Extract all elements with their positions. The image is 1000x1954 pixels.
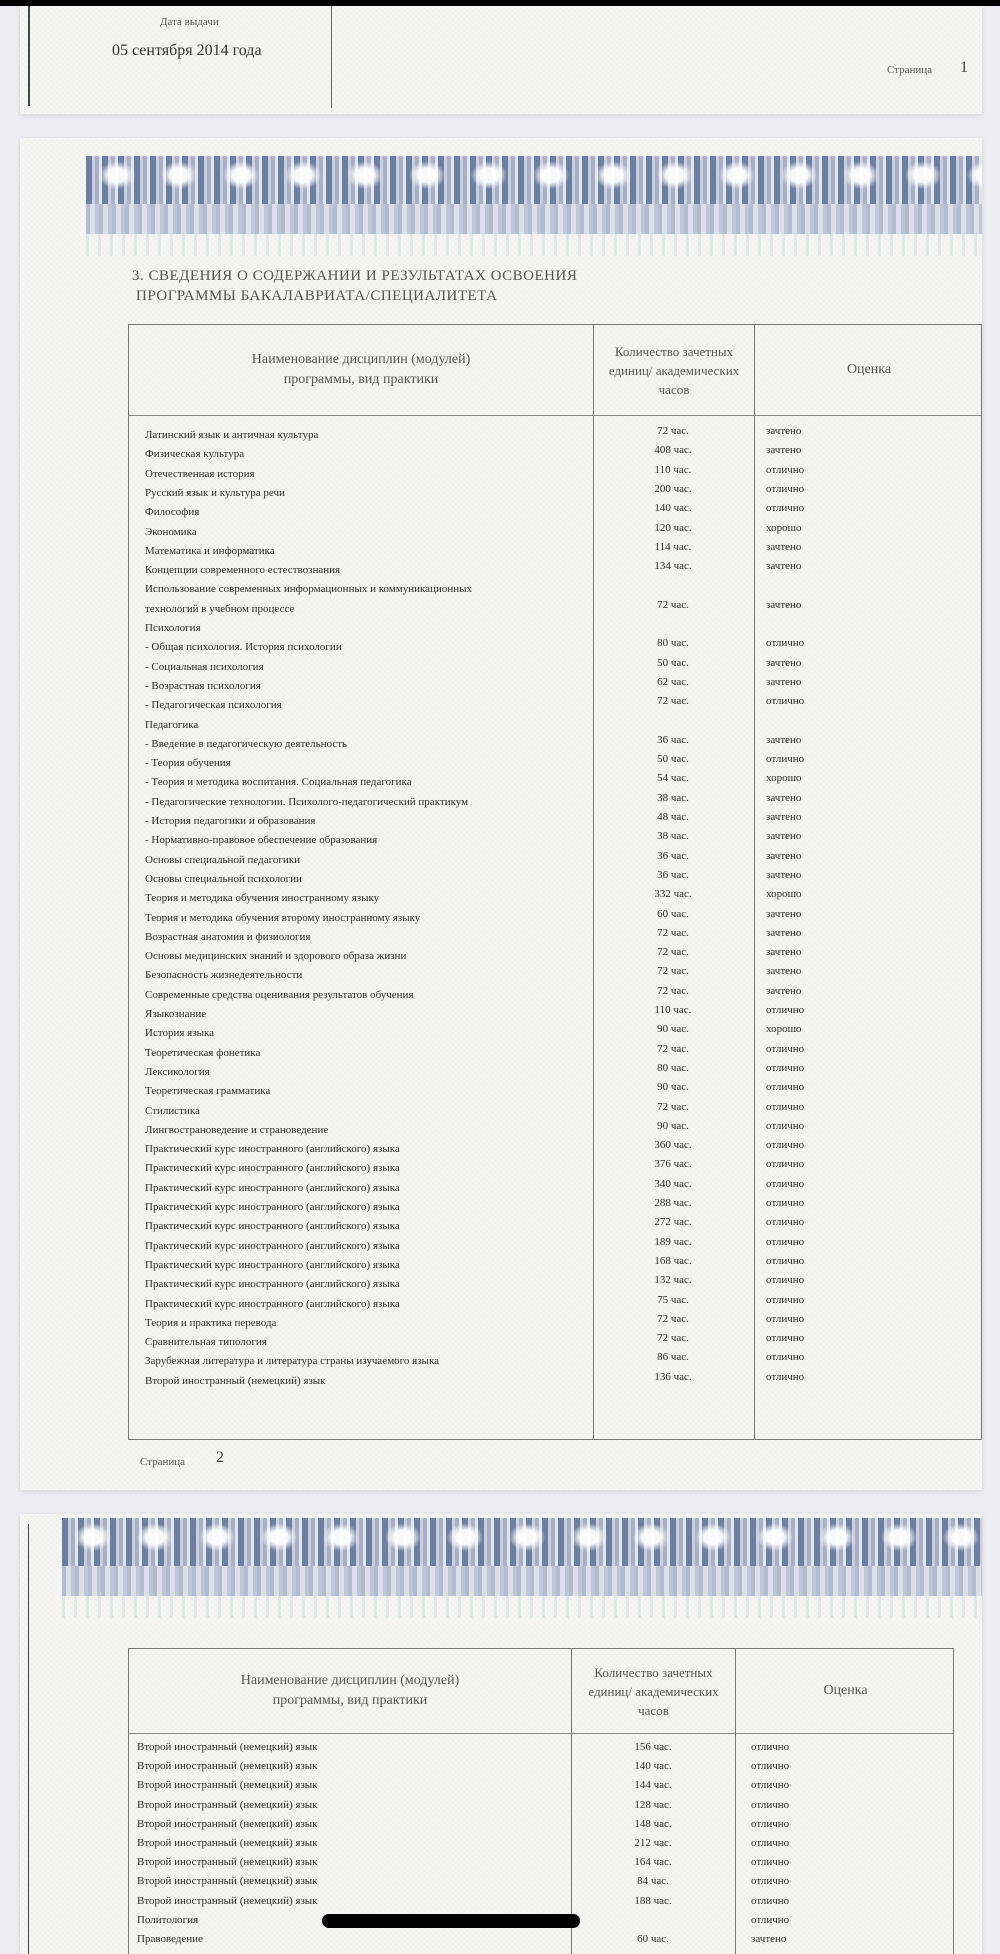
grade-value: зачтено xyxy=(766,965,802,978)
table-row xyxy=(129,522,981,541)
grade-value: отлично xyxy=(766,1042,805,1055)
hours-value: 38 час. xyxy=(657,830,689,843)
grade-value: зачтено xyxy=(766,791,802,804)
column-divider xyxy=(331,6,332,108)
hours-value: 72 час. xyxy=(657,926,689,939)
table-row xyxy=(129,715,981,734)
table-row xyxy=(129,1760,953,1779)
table-row xyxy=(129,1236,981,1255)
grade-value: отлично xyxy=(766,1235,805,1248)
table-row xyxy=(129,1120,981,1139)
grade-value: зачтено xyxy=(766,675,802,688)
grade-value: отлично xyxy=(766,1081,805,1094)
grade-value: хорошо xyxy=(766,772,802,785)
hours-value: 212 час. xyxy=(634,1837,672,1849)
page-edge-line xyxy=(28,1524,29,1954)
hours-value: 376 час. xyxy=(654,1158,692,1171)
hours-value: 72 час. xyxy=(657,1042,689,1055)
document-page-3 xyxy=(20,1514,982,1954)
discipline-name: Физическая культура xyxy=(145,448,245,461)
home-indicator[interactable] xyxy=(322,1914,580,1928)
discipline-name: Второй иностранный (немецкий) язык xyxy=(137,1837,318,1849)
discipline-name: Стилистика xyxy=(145,1104,200,1117)
discipline-name: Использование современных информационных и коммуникационных xyxy=(145,583,473,596)
table-row xyxy=(129,753,981,772)
discipline-name: Практический курс иностранного (английского) языка xyxy=(145,1258,400,1271)
document-page-1 xyxy=(20,6,982,114)
table-row xyxy=(129,1332,981,1351)
table-row xyxy=(129,1837,953,1856)
discipline-name: Практический курс иностранного (английского) языка xyxy=(145,1201,400,1213)
grade-value: зачтено xyxy=(766,733,802,746)
table-row xyxy=(129,1351,981,1370)
grade-value: зачтено xyxy=(766,830,802,843)
discipline-name: Экономика xyxy=(145,525,197,538)
table-row xyxy=(129,908,981,927)
grade-value: отлично xyxy=(751,1894,790,1907)
hours-value: 80 час. xyxy=(657,637,689,650)
grade-value: отлично xyxy=(766,753,805,766)
table-row xyxy=(129,1062,981,1081)
discipline-name: Практический курс иностранного (английского) языка xyxy=(145,1143,400,1156)
grade-value: отлично xyxy=(766,482,805,495)
discipline-name: Политология xyxy=(137,1913,199,1926)
grade-value: отлично xyxy=(766,1139,805,1152)
table-row xyxy=(129,1779,953,1798)
table-row xyxy=(129,483,981,502)
hours-value: 114 час. xyxy=(654,540,692,553)
grade-value: отлично xyxy=(766,463,805,476)
table-row xyxy=(129,599,981,618)
discipline-name: Теоретическая фонетика xyxy=(145,1046,261,1059)
hours-value: 134 час. xyxy=(654,560,692,573)
discipline-name: Возрастная анатомия и физиология xyxy=(145,930,311,943)
issue-date-label: Дата выдачи xyxy=(160,16,219,28)
ornamental-banner xyxy=(62,1518,982,1596)
header-discipline: Наименование дисциплин (модулей) программы, вид практики xyxy=(240,1673,460,1708)
discipline-name: Практический курс иностранного (английского) языка xyxy=(145,1220,400,1233)
section-title-line-1: 3. СВЕДЕНИЯ О СОДЕРЖАНИИ И РЕЗУЛЬТАТАХ ОСВОЕНИЯ xyxy=(132,268,578,284)
table-row xyxy=(129,985,981,1004)
grade-value: отлично xyxy=(751,1798,790,1811)
grade-value: зачтено xyxy=(766,656,802,669)
hours-value: 60 час. xyxy=(637,1933,669,1945)
hours-value: 48 час. xyxy=(657,811,689,823)
page-number: 2 xyxy=(216,1449,224,1466)
hours-value: 72 час. xyxy=(657,598,689,611)
hours-value: 36 час. xyxy=(657,733,689,746)
table-row xyxy=(129,1294,981,1313)
grade-value: отлично xyxy=(766,1177,805,1190)
table-row xyxy=(129,927,981,946)
discipline-name: Второй иностранный (немецкий) язык xyxy=(137,1760,318,1773)
document-page-2 xyxy=(20,138,982,1490)
discipline-name: - Социальная психология xyxy=(145,660,264,673)
hours-value: 189 час. xyxy=(654,1235,692,1248)
hours-value: 50 час. xyxy=(657,753,689,766)
hours-value: 75 час. xyxy=(657,1293,689,1306)
discipline-name: - Общая психология. История психологии xyxy=(145,641,342,654)
grade-value: отлично xyxy=(751,1837,790,1849)
issue-date: 05 сентября 2014 года xyxy=(112,42,262,59)
discipline-name: Второй иностранный (немецкий) язык xyxy=(137,1741,318,1753)
grade-value: хорошо xyxy=(766,521,802,534)
table-row xyxy=(129,1856,953,1875)
table-row xyxy=(129,869,981,888)
hours-value: 90 час. xyxy=(657,1023,689,1036)
discipline-name: - Нормативно-правовое обеспечение образования xyxy=(145,834,378,847)
ornamental-banner xyxy=(86,156,982,234)
grade-value: отлично xyxy=(766,1332,805,1345)
table-row xyxy=(129,541,981,560)
header-hours: Количество зачетных единиц/ академических часов xyxy=(608,343,740,397)
header-grade: Оценка xyxy=(846,362,892,377)
table-row xyxy=(129,1101,981,1120)
discipline-name: Основы медицинских знаний и здорового образа жизни xyxy=(145,950,407,963)
discipline-name: Педагогика xyxy=(145,718,199,731)
discipline-name: Латинский язык и античная культура xyxy=(145,429,319,441)
discipline-name: Лингвострановедение и страноведение xyxy=(145,1123,329,1136)
table-row xyxy=(129,1197,981,1216)
hours-value: 38 час. xyxy=(657,791,689,804)
hours-value: 110 час. xyxy=(654,1004,692,1016)
section-title xyxy=(132,266,577,306)
hours-value: 72 час. xyxy=(657,695,689,708)
ornamental-banner-fade xyxy=(86,234,982,256)
discipline-name: Практический курс иностранного (английского) языка xyxy=(145,1162,400,1175)
grade-value: хорошо xyxy=(766,888,802,901)
page-edge-line xyxy=(28,6,30,106)
discipline-name: Теория и практика перевода xyxy=(145,1316,277,1329)
table-row xyxy=(129,444,981,463)
table-row xyxy=(129,1799,953,1818)
discipline-name: Практический курс иностранного (английского) языка xyxy=(145,1239,400,1252)
grade-value: отлично xyxy=(751,1817,790,1830)
grade-value: зачтено xyxy=(766,868,802,881)
table-row xyxy=(129,792,981,811)
hours-value: 188 час. xyxy=(634,1894,672,1907)
hours-value: 90 час. xyxy=(657,1119,689,1132)
grade-value: отлично xyxy=(751,1779,790,1792)
discipline-name: Второй иностранный (немецкий) язык xyxy=(137,1875,318,1888)
grade-value: отлично xyxy=(766,1119,805,1132)
grade-value: отлично xyxy=(766,1351,805,1364)
grade-value: зачтено xyxy=(766,598,802,611)
hours-value: 156 час. xyxy=(634,1741,672,1753)
hours-value: 36 час. xyxy=(657,849,689,862)
discipline-name: Второй иностранный (немецкий) язык xyxy=(145,1374,326,1387)
discipline-name: Второй иностранный (немецкий) язык xyxy=(137,1817,318,1830)
discipline-name: Второй иностранный (немецкий) язык xyxy=(137,1894,318,1907)
hours-value: 60 час. xyxy=(657,907,689,920)
table-row xyxy=(129,425,981,444)
grade-value: зачтено xyxy=(766,444,802,457)
hours-value: 110 час. xyxy=(654,463,692,476)
table-row xyxy=(129,502,981,521)
hours-value: 340 час. xyxy=(654,1177,692,1190)
discipline-name: Основы специальной педагогики xyxy=(145,853,300,866)
hours-value: 164 час. xyxy=(634,1856,672,1869)
hours-value: 72 час. xyxy=(657,965,689,978)
hours-value: 80 час. xyxy=(657,1061,689,1074)
discipline-name: - Теория обучения xyxy=(145,757,231,770)
hours-value: 84 час. xyxy=(637,1875,669,1888)
table-row xyxy=(129,695,981,714)
grade-value: зачтено xyxy=(766,425,802,437)
table-row xyxy=(129,1741,953,1760)
table-row xyxy=(129,734,981,753)
table-row xyxy=(129,1139,981,1158)
discipline-name: Практический курс иностранного (английского) языка xyxy=(145,1278,400,1291)
discipline-name: Лексикология xyxy=(145,1065,210,1078)
grade-value: отлично xyxy=(766,1158,805,1171)
discipline-name: История языка xyxy=(145,1027,215,1040)
table-row xyxy=(129,1371,981,1390)
table-row xyxy=(129,1313,981,1332)
discipline-name: Современные средства оценивания результатов обучения xyxy=(145,988,414,1001)
grade-value: зачтено xyxy=(766,560,802,573)
grade-value: зачтено xyxy=(766,926,802,939)
grade-value: отлично xyxy=(766,1312,805,1325)
discipline-name: Сравнительная типология xyxy=(145,1336,267,1349)
discipline-name: Практический курс иностранного (английского) языка xyxy=(145,1181,400,1194)
hours-value: 140 час. xyxy=(654,502,692,515)
grade-value: отлично xyxy=(751,1741,790,1753)
page-label: Страница xyxy=(140,1456,186,1468)
hours-value: 36 час. xyxy=(657,868,689,881)
hours-value: 144 час. xyxy=(634,1779,672,1792)
discipline-name: - Теория и методика воспитания. Социальная педагогика xyxy=(145,776,412,789)
hours-value: 62 час. xyxy=(657,675,689,688)
hours-value: 72 час. xyxy=(657,1100,689,1113)
discipline-name: - Педагогическая психология xyxy=(145,699,282,712)
grade-value: зачтено xyxy=(751,1933,787,1945)
table-row xyxy=(129,946,981,965)
table-row xyxy=(129,637,981,656)
page-label: Страница xyxy=(887,64,933,76)
discipline-name: Теория и методика обучения второму иностранному языку xyxy=(145,911,421,924)
grade-value: зачтено xyxy=(766,946,802,959)
discipline-name: Отечественная история xyxy=(145,467,255,480)
grade-value: отлично xyxy=(751,1913,790,1926)
discipline-name: - История педагогики и образования xyxy=(145,815,316,827)
hours-value: 200 час. xyxy=(654,482,692,495)
hours-value: 288 час. xyxy=(654,1197,692,1209)
discipline-name: Теоретическая грамматика xyxy=(145,1085,271,1098)
table-row xyxy=(129,1255,981,1274)
hours-value: 72 час. xyxy=(657,984,689,997)
hours-value: 50 час. xyxy=(657,656,689,669)
discipline-name: Математика и информатика xyxy=(145,544,275,557)
table-row xyxy=(129,676,981,695)
discipline-name: Второй иностранный (немецкий) язык xyxy=(137,1798,318,1811)
table-row xyxy=(129,1895,953,1914)
hours-value: 136 час. xyxy=(654,1370,692,1383)
hours-value: 72 час. xyxy=(657,946,689,959)
table-row xyxy=(129,1875,953,1894)
grade-value: отлично xyxy=(766,637,805,650)
hours-value: 408 час. xyxy=(654,444,692,457)
discipline-name: Психология xyxy=(145,622,201,634)
hours-value: 72 час. xyxy=(657,1312,689,1325)
ornamental-banner-fade xyxy=(62,1596,982,1618)
table-row xyxy=(129,1178,981,1197)
table-row xyxy=(129,830,981,849)
table-row xyxy=(129,1043,981,1062)
grade-value: отлично xyxy=(766,1061,805,1074)
discipline-name: Безопасность жизнедеятельности xyxy=(145,969,303,982)
hours-value: 72 час. xyxy=(657,425,689,437)
hours-value: 120 час. xyxy=(654,521,692,534)
grades-table-continued xyxy=(128,1648,954,1954)
table-row xyxy=(129,850,981,869)
header-discipline: Наименование дисциплин (модулей) программы, вид практики xyxy=(251,352,471,387)
grade-value: зачтено xyxy=(766,907,802,920)
grade-value: зачтено xyxy=(766,849,802,862)
discipline-name: - Возрастная психология xyxy=(145,679,261,692)
hours-value: 168 час. xyxy=(654,1254,692,1267)
discipline-name: Русский язык и культура речи xyxy=(145,486,285,499)
grade-value: отлично xyxy=(766,1370,805,1383)
grade-value: отлично xyxy=(766,502,805,515)
table-row xyxy=(129,772,981,791)
hours-value: 86 час. xyxy=(657,1351,689,1364)
header-grade: Оценка xyxy=(823,1683,868,1698)
discipline-name: Основы специальной психологии xyxy=(145,872,302,885)
section-title-line-2: ПРОГРАММЫ БАКАЛАВРИАТА/СПЕЦИАЛИТЕТА xyxy=(136,288,498,304)
table-row xyxy=(129,1081,981,1100)
hours-value: 332 час. xyxy=(654,888,692,901)
table-header xyxy=(129,325,981,416)
table-row xyxy=(129,965,981,984)
grade-value: зачтено xyxy=(766,984,802,997)
grade-value: зачтено xyxy=(766,811,802,823)
table-row xyxy=(129,579,981,598)
grade-value: отлично xyxy=(766,1254,805,1267)
hours-value: 148 час. xyxy=(634,1817,672,1830)
discipline-name: Зарубежная литература и литература страны изучаемого языка xyxy=(145,1355,440,1368)
grades-table xyxy=(128,324,982,1440)
grade-value: отлично xyxy=(766,1197,805,1209)
discipline-name: Второй иностранный (немецкий) язык xyxy=(137,1856,318,1869)
discipline-name: технологий в учебном процессе xyxy=(145,602,295,615)
discipline-name: Языкознание xyxy=(145,1008,207,1020)
hours-value: 90 час. xyxy=(657,1081,689,1094)
header-hours: Количество зачетных единиц/ академических часов xyxy=(588,1664,719,1718)
hours-value: 54 час. xyxy=(657,772,689,785)
table-row xyxy=(129,1023,981,1042)
table-row xyxy=(129,560,981,579)
grade-value: отлично xyxy=(751,1856,790,1869)
table-header xyxy=(129,1649,953,1734)
discipline-name: Второй иностранный (немецкий) язык xyxy=(137,1779,318,1792)
grade-value: отлично xyxy=(766,1293,805,1306)
hours-value: 272 час. xyxy=(654,1216,692,1229)
hours-value: 360 час. xyxy=(654,1139,692,1152)
table-row xyxy=(129,811,981,830)
grade-value: отлично xyxy=(766,1100,805,1113)
table-row xyxy=(129,618,981,637)
discipline-name: Концепции современного естествознания xyxy=(145,564,341,577)
grade-value: отлично xyxy=(766,1274,805,1287)
grade-value: хорошо xyxy=(766,1023,802,1036)
discipline-name: Философия xyxy=(145,506,200,519)
discipline-name: - Педагогические технологии. Психолого-педагогический практикум xyxy=(145,795,469,808)
table-row xyxy=(129,1216,981,1235)
table-row xyxy=(129,1004,981,1023)
page-number: 1 xyxy=(960,59,968,76)
discipline-name: Правоведение xyxy=(137,1933,203,1945)
discipline-name: Практический курс иностранного (английского) языка xyxy=(145,1297,400,1310)
hours-value: 128 час. xyxy=(634,1798,672,1811)
table-row xyxy=(129,1274,981,1293)
discipline-name: - Введение в педагогическую деятельность xyxy=(145,737,348,750)
hours-value: 140 час. xyxy=(634,1760,672,1773)
table-row xyxy=(129,1818,953,1837)
grade-value: отлично xyxy=(751,1760,790,1773)
grade-value: зачтено xyxy=(766,540,802,553)
discipline-name: Теория и методика обучения иностранному языку xyxy=(145,892,380,905)
table-row xyxy=(129,1158,981,1177)
grade-value: отлично xyxy=(766,1216,805,1229)
hours-value: 72 час. xyxy=(657,1332,689,1345)
table-row xyxy=(129,1933,953,1952)
grade-value: отлично xyxy=(766,695,805,708)
table-row xyxy=(129,888,981,907)
table-row xyxy=(129,657,981,676)
table-row xyxy=(129,464,981,483)
grade-value: отлично xyxy=(766,1004,805,1016)
grade-value: отлично xyxy=(751,1875,790,1888)
hours-value: 132 час. xyxy=(654,1274,692,1287)
